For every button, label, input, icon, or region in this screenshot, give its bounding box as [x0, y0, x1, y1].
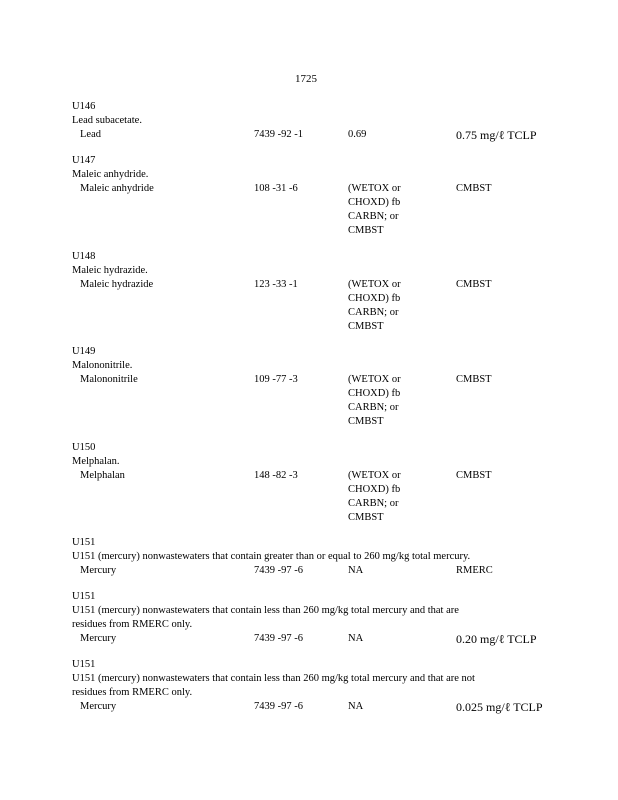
waste-description: U151 (mercury) nonwastewaters that contain less than 260 mg/kg total mercury and that are [72, 605, 459, 616]
constituent-name: Malononitrile [80, 374, 138, 385]
constituent-row [72, 128, 572, 142]
waste-code: U147 [72, 155, 96, 166]
nonwastewater-standard: CMBST [456, 279, 492, 290]
cas-number: 109 -77 -3 [254, 374, 298, 385]
constituent-name: Mercury [80, 701, 117, 712]
wastewater-standard: 0.69 [348, 129, 367, 140]
wastewater-standard: (WETOX or CHOXD) fb CARBN; or CMBST [348, 374, 401, 427]
constituent-name: Mercury [80, 633, 117, 644]
waste-description: U151 (mercury) nonwastewaters that contain less than 260 mg/kg total mercury and that are not [72, 673, 475, 684]
cas-number: 123 -33 -1 [254, 279, 298, 290]
nonwastewater-standard: CMBST [456, 470, 492, 481]
waste-entry-u151-rmerc [72, 536, 572, 578]
waste-description: U151 (mercury) nonwastewaters that contain greater than or equal to 260 mg/kg total mercury. [72, 551, 471, 562]
cas-number: 148 -82 -3 [254, 470, 298, 481]
cas-number: 7439 -97 -6 [254, 701, 303, 712]
constituent-row [72, 373, 572, 427]
constituent-row [72, 564, 572, 578]
waste-entry-u148 [72, 250, 572, 332]
constituent-row [72, 700, 572, 714]
waste-entry-u146 [72, 100, 572, 142]
waste-code: U149 [72, 346, 96, 357]
waste-code: U151 [72, 659, 96, 670]
waste-description: Melphalan. [72, 456, 120, 467]
constituent-row [72, 278, 572, 332]
constituent-row [72, 632, 572, 646]
waste-entry-u151-residues [72, 590, 572, 646]
wastewater-standard: (WETOX or CHOXD) fb CARBN; or CMBST [348, 470, 401, 523]
nonwastewater-standard: RMERC [456, 565, 493, 576]
waste-entry-u147 [72, 154, 572, 236]
waste-description: Maleic anhydride. [72, 169, 149, 180]
constituent-row [72, 469, 572, 523]
waste-entry-u150 [72, 441, 572, 523]
constituent-row [72, 182, 572, 236]
waste-entry-u149 [72, 345, 572, 427]
waste-entry-u151-non-residues [72, 658, 572, 714]
cas-number: 7439 -97 -6 [254, 565, 303, 576]
waste-code: U148 [72, 251, 96, 262]
constituent-name: Maleic anhydride [80, 183, 154, 194]
constituent-name: Melphalan [80, 470, 125, 481]
waste-description: Lead subacetate. [72, 115, 142, 126]
wastewater-standard: (WETOX or CHOXD) fb CARBN; or CMBST [348, 279, 401, 332]
cas-number: 7439 -92 -1 [254, 129, 303, 140]
wastewater-standard: NA [348, 633, 364, 644]
nonwastewater-standard: CMBST [456, 374, 492, 385]
waste-code: U151 [72, 537, 96, 548]
cas-number: 108 -31 -6 [254, 183, 298, 194]
waste-code: U150 [72, 442, 96, 453]
waste-code: U146 [72, 101, 96, 112]
waste-description: Maleic hydrazide. [72, 265, 148, 276]
nonwastewater-standard: 0.025 mg/ℓ TCLP [456, 700, 543, 714]
wastewater-standard: NA [348, 565, 364, 576]
nonwastewater-standard: 0.75 mg/ℓ TCLP [456, 128, 537, 142]
wastewater-standard: (WETOX or CHOXD) fb CARBN; or CMBST [348, 183, 401, 236]
waste-description-continued: residues from RMERC only. [72, 687, 193, 698]
page-number: 1725 [295, 73, 317, 85]
constituent-name: Maleic hydrazide [80, 279, 154, 290]
constituent-name: Mercury [80, 565, 117, 576]
constituent-name: Lead [80, 129, 101, 140]
wastewater-standard: NA [348, 701, 364, 712]
waste-description-continued: residues from RMERC only. [72, 619, 193, 630]
nonwastewater-standard: CMBST [456, 183, 492, 194]
waste-code: U151 [72, 591, 96, 602]
cas-number: 7439 -97 -6 [254, 633, 303, 644]
waste-description: Malononitrile. [72, 360, 133, 371]
nonwastewater-standard: 0.20 mg/ℓ TCLP [456, 632, 537, 646]
